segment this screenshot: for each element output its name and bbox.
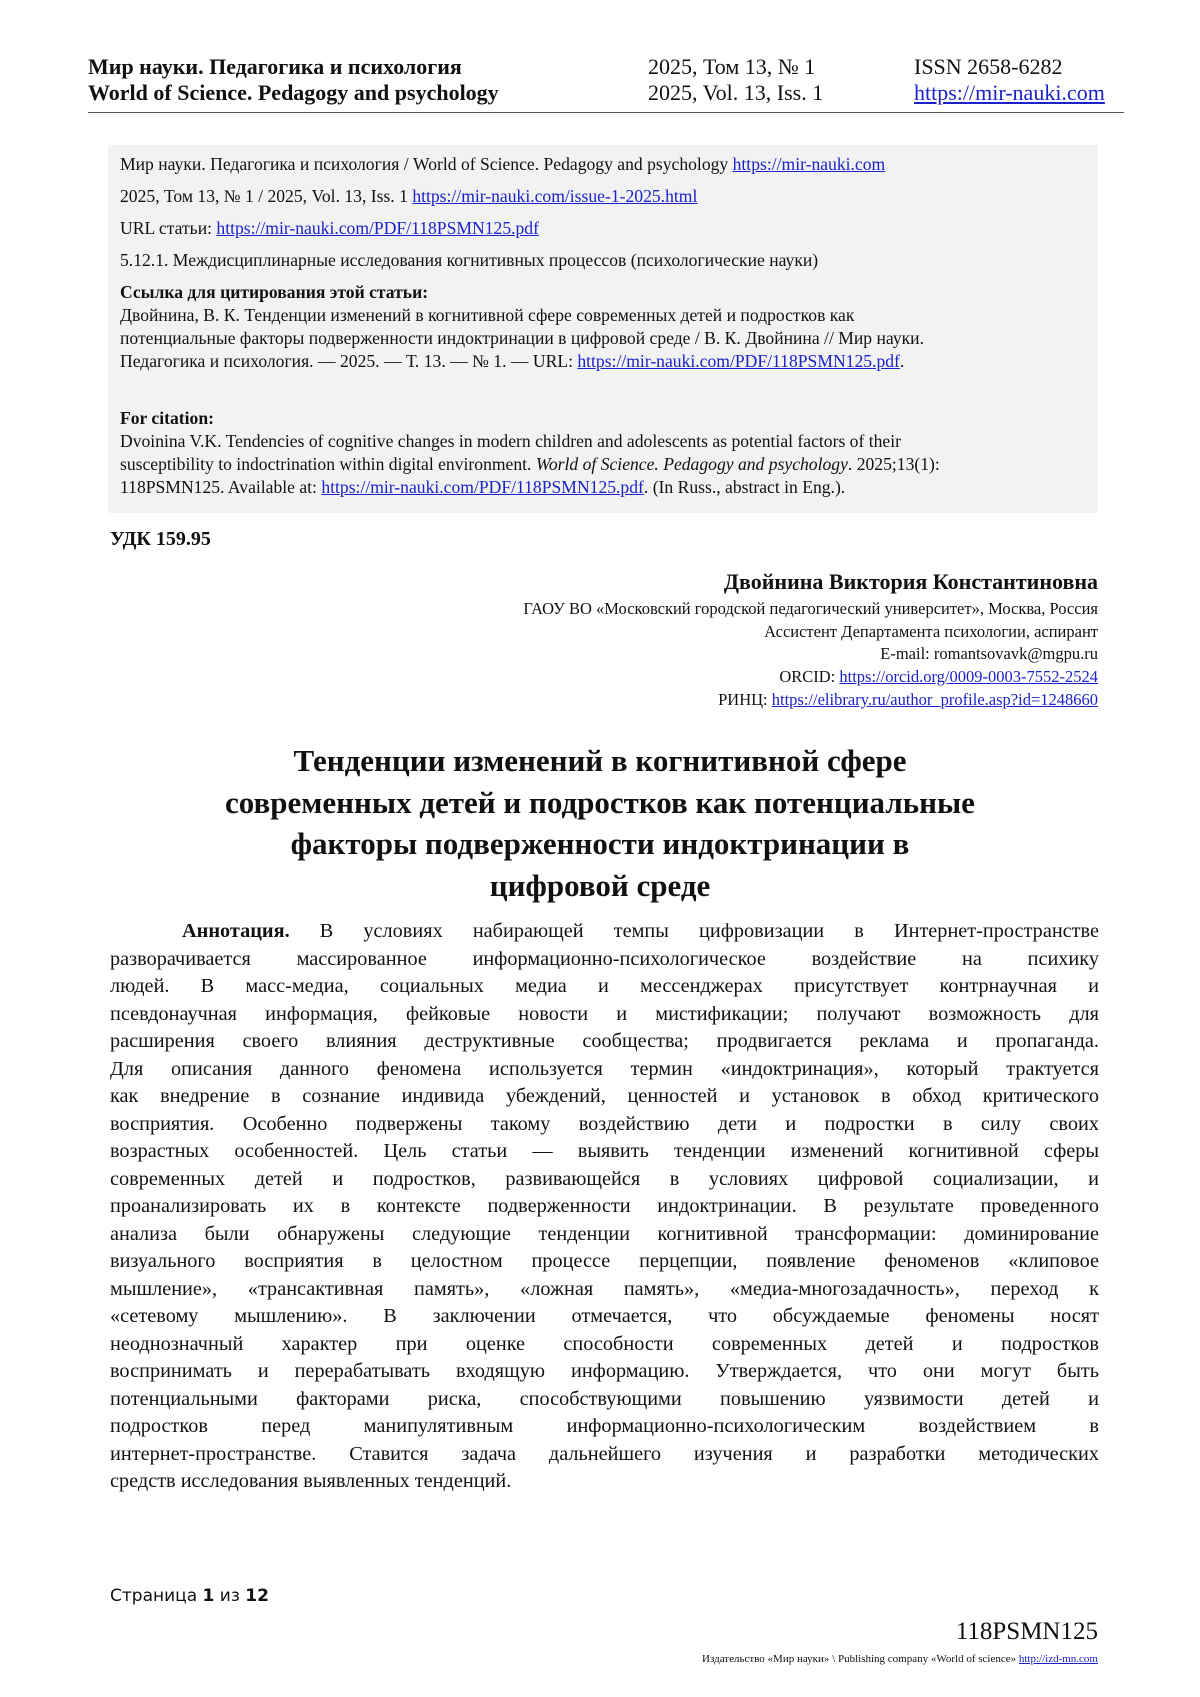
abstract-line: расширения своего влияния деструктивные сообщества; продвигается реклама и пропаганда. <box>110 1030 1099 1052</box>
citation-en-line-1: Dvoinina V.K. Tendencies of cognitive changes in modern children and adolescents as potential factors of their <box>120 431 901 451</box>
rinc-label: РИНЦ: <box>718 689 772 709</box>
abstract-line: потенциальными факторами риска, способствующими повышению уязвимости детей и <box>110 1387 1099 1410</box>
author-email: E-mail: romantsovavk@mgpu.ru <box>880 644 1098 664</box>
page-current: 1 <box>202 1586 215 1606</box>
issn: ISSN 2658-6282 <box>914 54 1063 79</box>
abstract-line: возрастных особенностей. Цель статьи — выявить тенденции изменений когнитивной сферы <box>110 1140 1099 1162</box>
citation-ru <box>120 281 1080 373</box>
citation-ru-link[interactable]: https://mir-nauki.com/PDF/118PSMN125.pdf <box>577 351 900 371</box>
article-title <box>100 740 1100 906</box>
citation-en-line-2a: susceptibility to indoctrination within digital environment. <box>120 454 536 474</box>
info-specialty-line <box>120 249 1080 272</box>
abstract-line: подростков перед манипулятивным информационно-психологическим воздействием в <box>110 1415 1099 1437</box>
abstract-line: Аннотация. В условиях набирающей темпы цифровизации в Интернет-пространстве <box>182 920 1099 942</box>
abstract-line: «сетевому мышлению». В заключении отмечается, что обсуждаемые феномены носят <box>110 1305 1099 1327</box>
site-link[interactable]: https://mir-nauki.com <box>914 80 1105 105</box>
article-info-box <box>108 145 1098 513</box>
issue-info <box>648 54 823 106</box>
abstract <box>110 918 1099 1496</box>
abstract-line: Для описания данного феномена используется термин «индоктринация», который трактуется <box>110 1057 1099 1080</box>
orcid-link[interactable]: https://orcid.org/0009-0003-7552-2524 <box>839 667 1098 687</box>
title-line: Тенденции изменений в когнитивной сфере <box>293 743 907 778</box>
info-url-line <box>120 217 1080 240</box>
abstract-line: анализа были обнаружены следующие тенденции когнитивной трансформации: доминирование <box>110 1222 1099 1245</box>
citation-en-line-3b: . (In Russ., abstract in Eng.). <box>643 477 846 497</box>
info-journal-text: Мир науки. Педагогика и психология / World of Science. Pedagogy and psychology <box>120 154 733 174</box>
abstract-line: разворачивается массированное информационно-психологическое воздействие на психику <box>110 947 1099 970</box>
title-line: современных детей и подростков как потенциальные <box>225 784 975 820</box>
abstract-line: современных детей и подростков, развивающейся в условиях цифровой социализации, и <box>110 1167 1099 1190</box>
citation-ru-line-3: Педагогика и психология. — 2025. — Т. 13. — № 1. — URL: <box>120 351 578 371</box>
orcid-label: ORCID: <box>779 667 840 687</box>
abstract-line: мышление», «трансактивная память», «ложная память», «медиа-многозадачность», переход к <box>110 1277 1099 1300</box>
running-header <box>88 52 1124 113</box>
citation-en-journal: World of Science. Pedagogy and psychology <box>535 454 848 474</box>
title-line: факторы подверженности индоктринации в <box>290 826 910 861</box>
abstract-line: визуального восприятия в целостном процессе перцепции, появление феноменов «клиповое <box>110 1250 1099 1272</box>
page-number: Страница 1 из 12 <box>110 1586 269 1606</box>
udk-code: УДК 159.95 <box>110 528 211 550</box>
publisher-text: Издательство «Мир науки» \ Publishing company «World of science» <box>702 1653 1019 1665</box>
journal-title-ru: Мир науки. Педагогика и психология <box>88 54 462 79</box>
author-block <box>523 568 1098 712</box>
citation-ru-heading: Ссылка для цитирования этой статьи: <box>120 282 429 302</box>
abstract-line: людей. В масс-медиа, социальных медиа и мессенджерах присутствует контрнаучная и <box>110 975 1099 997</box>
citation-en <box>120 407 1080 499</box>
abstract-line: интернет-пространстве. Ставится задача дальнейшего изучения и разработки методических <box>110 1442 1099 1465</box>
info-url-label: URL статьи: <box>120 218 217 238</box>
citation-ru-line-2: потенциальные факторы подверженности индоктринации в цифровой среде / В. К. Двойнина // Мир науки. <box>120 328 924 348</box>
issn-block <box>914 54 1105 106</box>
citation-en-line-3a: 118PSMN125. Available at: <box>120 477 322 497</box>
abstract-label: Аннотация. <box>182 920 290 942</box>
title-line: цифровой среде <box>489 867 711 903</box>
rinc-link[interactable]: https://elibrary.ru/author_profile.asp?id=1248660 <box>771 689 1098 709</box>
author-affiliation: ГАОУ ВО «Московский городской педагогический университет», Москва, Россия <box>523 599 1098 618</box>
info-journal-link[interactable]: https://mir-nauki.com <box>732 154 886 174</box>
page-total: 12 <box>245 1586 269 1606</box>
info-journal-line <box>120 153 1080 176</box>
abstract-line: псевдонаучная информация, фейковые новости и мистификации; получают возможность для <box>110 1002 1099 1025</box>
info-specialty: 5.12.1. Междисциплинарные исследования когнитивных процессов (психологические науки) <box>120 250 819 270</box>
info-issue-link[interactable]: https://mir-nauki.com/issue-1-2025.html <box>412 186 698 206</box>
author-position: Ассистент Департамента психологии, аспирант <box>764 621 1098 641</box>
info-issue-line <box>120 185 1080 208</box>
abstract-line: восприятия. Особенно подвержены такому воздействию дети и подростки в силу своих <box>110 1112 1099 1135</box>
citation-ru-line-1: Двойнина, В. К. Тенденции изменений в когнитивной сфере современных детей и подростков как <box>120 305 855 325</box>
issue-ru: 2025, Том 13, № 1 <box>648 54 816 79</box>
abstract-line: неоднозначный характер при оценке способности современных детей и подростков <box>110 1332 1099 1355</box>
article-code: 118PSMN125 <box>955 1618 1098 1645</box>
abstract-line: средств исследования выявленных тенденций. <box>110 1470 512 1492</box>
info-issue-text: 2025, Том 13, № 1 / 2025, Vol. 13, Iss. 1 <box>120 186 413 206</box>
journal-title-en: World of Science. Pedagogy and psychology <box>88 80 499 105</box>
citation-ru-end: . <box>899 351 905 371</box>
citation-en-line-2c: . 2025;13(1): <box>847 454 940 474</box>
abstract-line: воспринимать и перерабатывать входящую информацию. Утверждается, что они могут быть <box>110 1360 1099 1382</box>
issue-en: 2025, Vol. 13, Iss. 1 <box>648 80 824 105</box>
info-url-link[interactable]: https://mir-nauki.com/PDF/118PSMN125.pdf <box>216 218 539 238</box>
publisher-line <box>702 1653 1098 1665</box>
publisher-link[interactable]: http://izd-mn.com <box>1018 1653 1098 1665</box>
author-name: Двойнина Виктория Константиновна <box>723 569 1098 594</box>
citation-en-heading: For citation: <box>120 408 214 428</box>
journal-title <box>88 54 499 106</box>
abstract-line: проанализировать их в контексте подверженности индоктринации. В результате проведенного <box>110 1195 1099 1217</box>
abstract-line: как внедрение в сознание индивида убеждений, ценностей и установок в обход критического <box>110 1085 1099 1107</box>
citation-en-link[interactable]: https://mir-nauki.com/PDF/118PSMN125.pdf <box>321 477 644 497</box>
